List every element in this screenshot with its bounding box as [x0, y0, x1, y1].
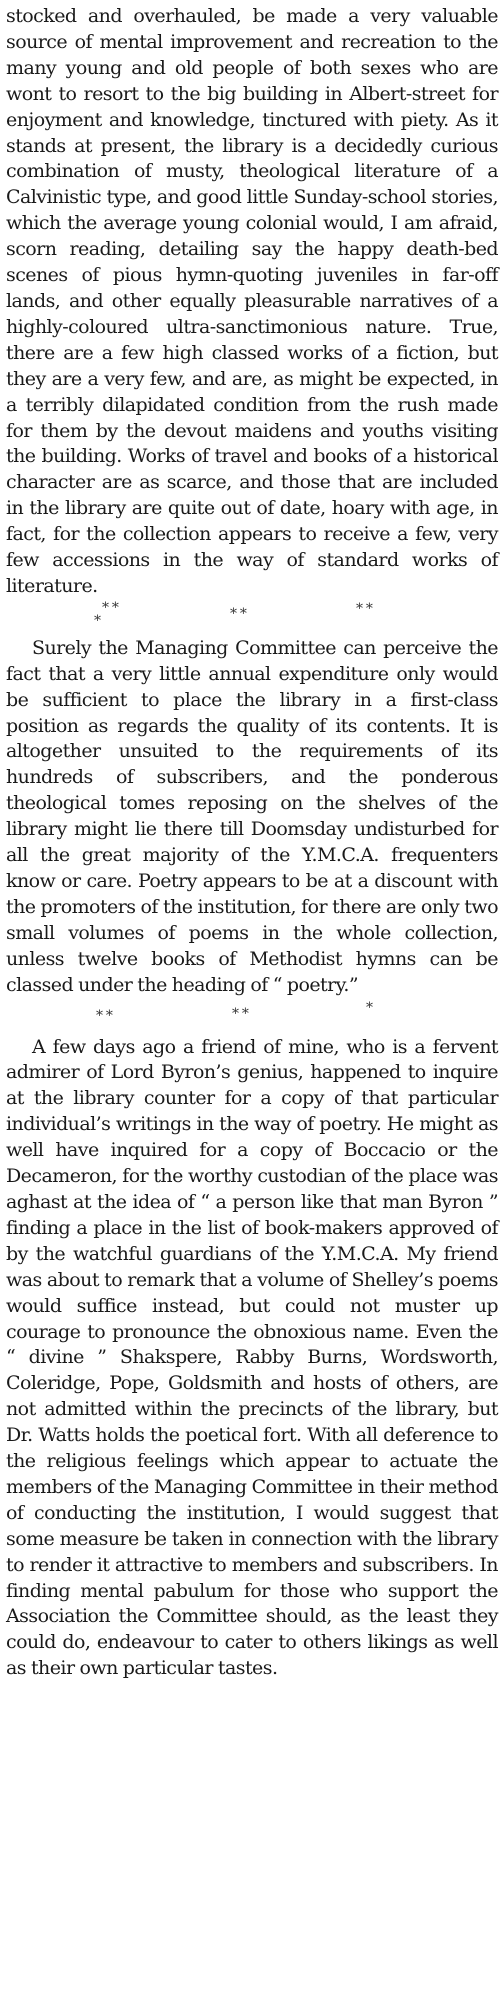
asterism-separator-1 [6, 600, 498, 630]
separator-mark: * [366, 999, 373, 1016]
separator-mark: * * [230, 605, 247, 622]
separator-mark: * * [356, 600, 373, 617]
article-paragraph-1: stocked and overhauled, be made a very valuable source of mental improvement and recreation to the many young and old people of both sexes who are wont to resort to the big building in Albert-street for enjoyment and knowledge, tinctured with piety. As it stands at present, the library is a decidedly curious combination of musty, theological literature of a Calvinistic type, and good little Sunday-school stories, which the average young colonial would, I am afraid, scorn reading, detailing say the happy death-bed scenes of pious hymn-quoting juveniles in far-off lands, and other equally pleasurable narratives of a highly-coloured ultra-sanctimonious nature. True, there are a few high classed works of a fiction, but they are a very few, and are, as might be expected, in a terribly dilapidated condition from the rush made for them by the devout maidens and youths visiting the building. Works of travel and books of a historical character are as scarce, and those that are included in the library are quite out of date, hoary with age, in fact, for the collection appears to receive a few, very few accessions in the way of standard works of literature. [6, 5, 498, 597]
separator-mark: * * [232, 1005, 249, 1022]
separator-mark: * [94, 612, 101, 629]
article-paragraph-2: Surely the Managing Committee can perceive the fact that a very little annual expenditure only would be sufficient to place the library in a first-class position as regards the quality of its contents. It is altogether unsuited to the requirements of its hundreds of subscribers, and the ponderous theological tomes reposing on the shelves of the library might lie there till Doomsday undisturbed for all the great majority of the Y.M.C.A. frequenters know or care. Poetry appears to be at a discount with the promoters of the institution, for there are only two small volumes of poems in the whole collection, unless twelve books of Methodist hymns can be classed under the heading of “ poetry.” [6, 636, 498, 996]
separator-mark: * * [102, 599, 119, 616]
separator-mark: * * [96, 1007, 113, 1024]
article-paragraph-3: A few days ago a friend of mine, who is a fervent admirer of Lord Byron’s genius, happened to inquire at the library counter for a copy of that particular individual’s writings in the way of poetry. He might as well have inquired for a copy of Boccacio or the Decameron, for the worthy custodian of the place was aghast at the idea of “ a person like that man Byron ” finding a place in the list of book-makers approved of by the watchful guardians of the Y.M.C.A. My friend was about to remark that a volume of Shelley’s poems would suffice instead, but could not muster up courage to pronounce the obnoxious name. Even the “ divine ” Shakspere, Rabby Burns, Wordsworth, Coleridge, Pope, Goldsmith and hosts of others, are not admitted within the precincts of the library, but Dr. Watts holds the poetical fort. With all deference to the religious feelings which appear to actuate the members of the Managing Committee in their method of conducting the institution, I would suggest that some measure be taken in connection with the library to render it attractive to members and subscribers. In finding mental pabulum for those who support the Association the Committee should, as the least they could do, endeavour to cater to others likings as well as their own particular tastes. [6, 1035, 498, 1680]
asterism-separator-2 [6, 999, 498, 1029]
